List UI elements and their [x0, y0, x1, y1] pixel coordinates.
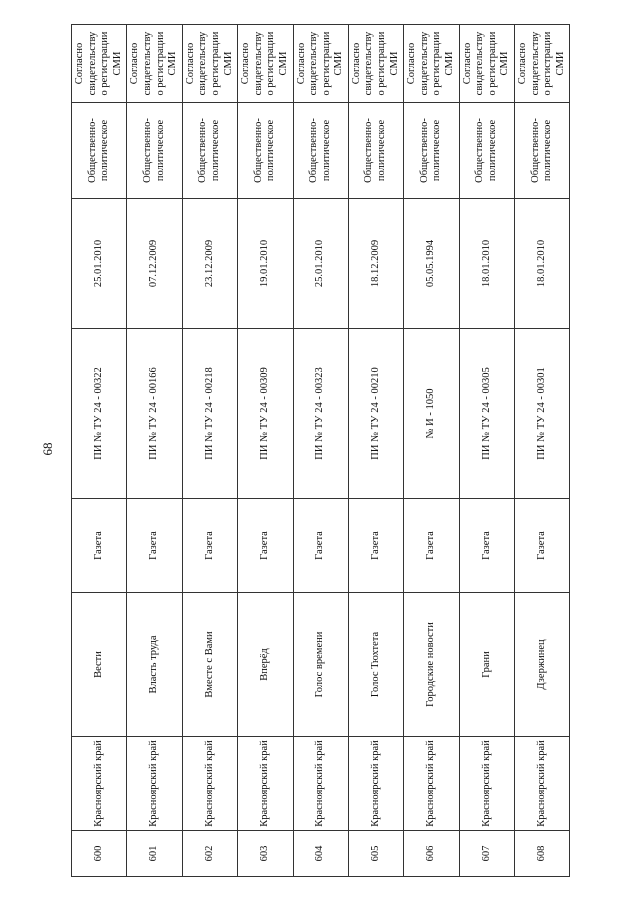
region-cell: Красноярский край	[348, 737, 403, 831]
note-cell: Согласно свидетельству о регистрации СМИ	[72, 25, 127, 103]
registration-number-cell: ПИ № ТУ 24 - 00166	[127, 329, 182, 499]
region-cell: Красноярский край	[293, 737, 348, 831]
region-cell: Красноярский край	[238, 737, 293, 831]
page-number: 68	[40, 442, 55, 456]
registration-number-cell: ПИ № ТУ 24 - 00210	[348, 329, 403, 499]
registration-number-cell: ПИ № ТУ 24 - 00301	[515, 329, 570, 499]
specialization-cell: Общественно-политическое	[348, 103, 403, 199]
registration-date-cell: 05.05.1994	[404, 199, 459, 329]
registration-number-cell: ПИ № ТУ 24 - 00309	[238, 329, 293, 499]
registration-date-cell: 23.12.2009	[182, 199, 237, 329]
registration-date-cell: 18.01.2010	[515, 199, 570, 329]
table-row	[348, 25, 403, 877]
media-type-cell: Газета	[348, 499, 403, 593]
region-cell: Красноярский край	[404, 737, 459, 831]
region-cell: Красноярский край	[515, 737, 570, 831]
row-number: 602	[182, 831, 237, 877]
registration-date-cell: 19.01.2010	[238, 199, 293, 329]
title-cell: Дзержинец	[515, 593, 570, 737]
row-number: 604	[293, 831, 348, 877]
media-type-cell: Газета	[459, 499, 514, 593]
title-cell: Власть труда	[127, 593, 182, 737]
table-row	[459, 25, 514, 877]
specialization-cell: Общественно-политическое	[293, 103, 348, 199]
note-cell: Согласно свидетельству о регистрации СМИ	[348, 25, 403, 103]
note-cell: Согласно свидетельству о регистрации СМИ	[238, 25, 293, 103]
row-number: 607	[459, 831, 514, 877]
specialization-cell: Общественно-политическое	[182, 103, 237, 199]
registration-number-cell: ПИ № ТУ 24 - 00322	[72, 329, 127, 499]
note-cell: Согласно свидетельству о регистрации СМИ	[459, 25, 514, 103]
specialization-cell: Общественно-политическое	[459, 103, 514, 199]
media-type-cell: Газета	[72, 499, 127, 593]
title-cell: Вместе с Вами	[182, 593, 237, 737]
row-number: 601	[127, 831, 182, 877]
media-type-cell: Газета	[127, 499, 182, 593]
row-number: 605	[348, 831, 403, 877]
title-cell: Голос времени	[293, 593, 348, 737]
table-row	[72, 25, 127, 877]
region-cell: Красноярский край	[127, 737, 182, 831]
note-cell: Согласно свидетельству о регистрации СМИ	[515, 25, 570, 103]
note-cell: Согласно свидетельству о регистрации СМИ	[404, 25, 459, 103]
specialization-cell: Общественно-политическое	[72, 103, 127, 199]
region-cell: Красноярский край	[72, 737, 127, 831]
media-type-cell: Газета	[293, 499, 348, 593]
table-row	[515, 25, 570, 877]
registration-date-cell: 25.01.2010	[293, 199, 348, 329]
media-registry-table	[71, 24, 570, 877]
title-cell: Голос Тюхтета	[348, 593, 403, 737]
row-number: 600	[72, 831, 127, 877]
row-number: 608	[515, 831, 570, 877]
title-cell: Городские новости	[404, 593, 459, 737]
registration-date-cell: 18.01.2010	[459, 199, 514, 329]
media-type-cell: Газета	[515, 499, 570, 593]
registration-date-cell: 07.12.2009	[127, 199, 182, 329]
media-registry-table-container	[71, 25, 566, 877]
region-cell: Красноярский край	[459, 737, 514, 831]
note-cell: Согласно свидетельству о регистрации СМИ	[127, 25, 182, 103]
table-row	[127, 25, 182, 877]
registration-number-cell: № И - 1050	[404, 329, 459, 499]
row-number: 606	[404, 831, 459, 877]
note-cell: Согласно свидетельству о регистрации СМИ	[182, 25, 237, 103]
note-cell: Согласно свидетельству о регистрации СМИ	[293, 25, 348, 103]
specialization-cell: Общественно-политическое	[404, 103, 459, 199]
row-number: 603	[238, 831, 293, 877]
table-row	[293, 25, 348, 877]
media-type-cell: Газета	[238, 499, 293, 593]
table-row	[404, 25, 459, 877]
media-type-cell: Газета	[404, 499, 459, 593]
registration-number-cell: ПИ № ТУ 24 - 00218	[182, 329, 237, 499]
region-cell: Красноярский край	[182, 737, 237, 831]
registration-number-cell: ПИ № ТУ 24 - 00305	[459, 329, 514, 499]
specialization-cell: Общественно-политическое	[515, 103, 570, 199]
registration-date-cell: 18.12.2009	[348, 199, 403, 329]
registration-date-cell: 25.01.2010	[72, 199, 127, 329]
title-cell: Вести	[72, 593, 127, 737]
specialization-cell: Общественно-политическое	[127, 103, 182, 199]
table-row	[238, 25, 293, 877]
title-cell: Грани	[459, 593, 514, 737]
media-type-cell: Газета	[182, 499, 237, 593]
title-cell: Вперёд	[238, 593, 293, 737]
registration-number-cell: ПИ № ТУ 24 - 00323	[293, 329, 348, 499]
table-row	[182, 25, 237, 877]
specialization-cell: Общественно-политическое	[238, 103, 293, 199]
